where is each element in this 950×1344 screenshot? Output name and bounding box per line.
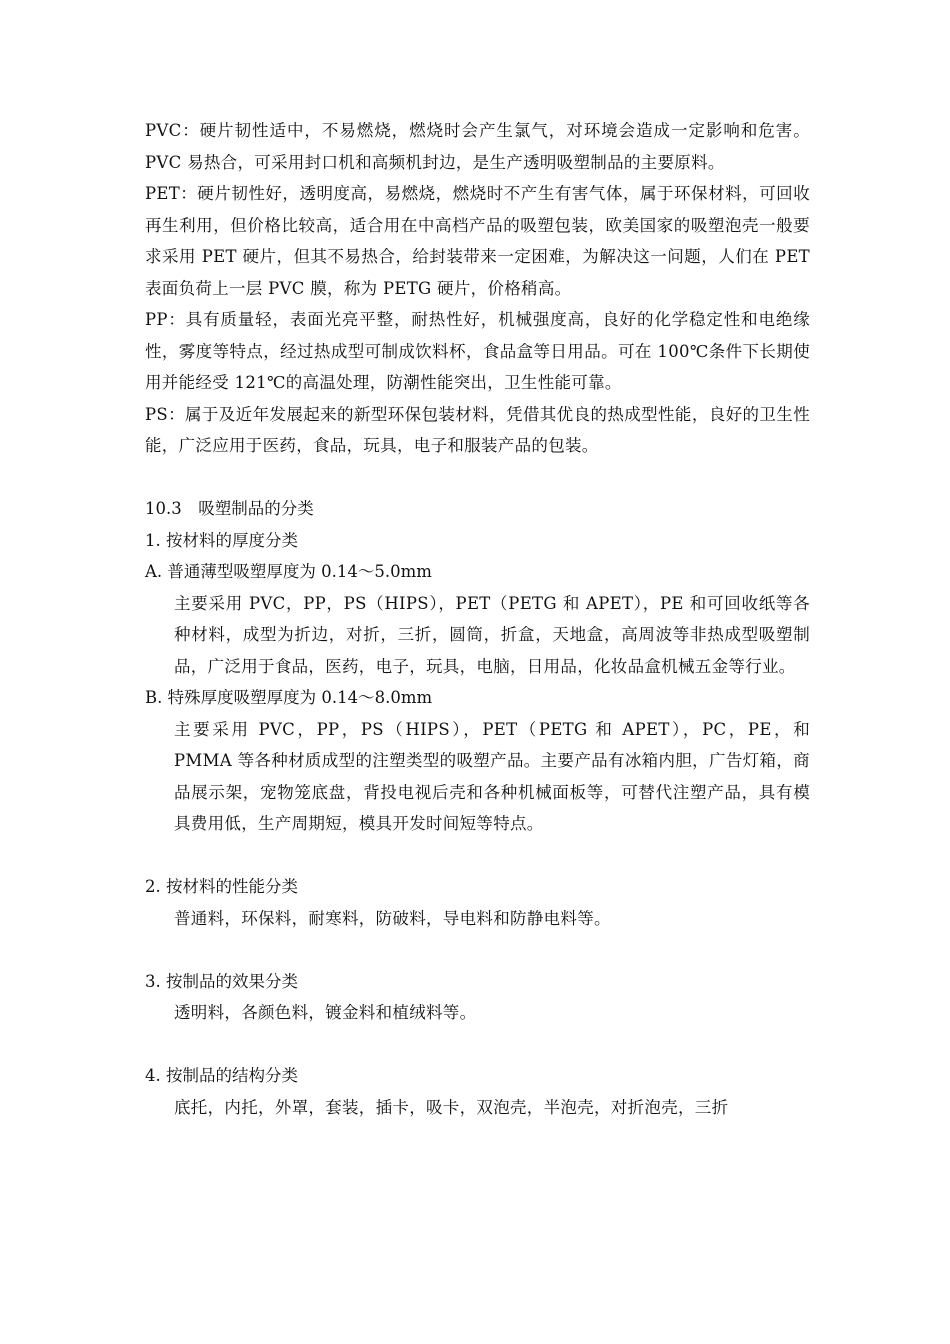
structure-body: 底托，内托，外罩，套装，插卡，吸卡，双泡壳，半泡壳，对折泡壳，三折 [174, 1097, 729, 1117]
ps-paragraph: PS：属于及近年发展起来的新型环保包装材料，凭借其优良的热成型性能，良好的卫生性能，广泛应用于医药，食品，玩具，电子和服装产品的包装。 [145, 404, 810, 455]
structure-heading: 4. 按制品的结构分类 [145, 1066, 298, 1085]
section-title: 10.3 吸塑制品的分类 [145, 499, 314, 518]
pet-paragraph: PET：硬片韧性好，透明度高，易燃烧，燃烧时不产生有害气体，属于环保材料，可回收再生利用，但价格比较高，适合用在中高档产品的吸塑包装，欧美国家的吸塑泡壳一般要求采用 PET 硬片，但其不易热合，给封装带来一定困难，为解决这一问题，人们在 PET 表面负荷上一层 PVC 膜，称为 PETG 硬片，价格稍高。 [145, 184, 810, 298]
effect-heading: 3. 按制品的效果分类 [145, 971, 298, 991]
thin-type-body: 主要采用 PVC，PP，PS（HIPS），PET（PETG 和 APET），PE 和可回收纸等各种材料，成型为折边，对折，三折，圆筒，折盒，天地盒，高周波等非热成型吸塑制品，广泛用于食品，医药，电子，玩具，电脑，日用品，化妆品盒机械五金等行业。 [174, 593, 810, 676]
pvc-paragraph: PVC：硬片韧性适中，不易燃烧，燃烧时会产生氯气，对环境会造成一定影响和危害。PVC 易热合，可采用封口机和高频机封边，是生产透明吸塑制品的主要原料。 [145, 121, 810, 172]
special-type-body: 主要采用 PVC，PP，PS（HIPS），PET（PETG 和 APET），PC，PE，和 PMMA 等各种材质成型的注塑类型的吸塑产品。主要产品有冰箱内胆，广告灯箱，商品展示架，宠物笼底盘，背投电视后壳和各种机械面板等，可替代注塑产品，具有模具费用低，生产周期短，模具开发时间短等特点。 [174, 719, 810, 833]
spacer [145, 934, 810, 966]
spacer [145, 840, 810, 872]
spacer [145, 462, 810, 494]
special-type-heading: B. 特殊厚度吸塑厚度为 0.14～8.0mm [145, 688, 433, 707]
thickness-heading: 1. 按材料的厚度分类 [145, 530, 298, 550]
effect-body: 透明料，各颜色料，镀金料和植绒料等。 [174, 1003, 477, 1022]
document-page [145, 115, 810, 1123]
thin-type-heading: A. 普通薄型吸塑厚度为 0.14～5.0mm [145, 562, 432, 581]
performance-heading: 2. 按材料的性能分类 [145, 877, 298, 896]
performance-body: 普通料，环保料，耐寒料，防破料，导电料和防静电料等。 [174, 908, 611, 928]
pp-paragraph: PP：具有质量轻，表面光亮平整，耐热性好，机械强度高，良好的化学稳定性和电绝缘性，雾度等特点，经过热成型可制成饮料杯，食品盒等日用品。可在 100℃条件下长期使用并能经受 121℃的高温处理，防潮性能突出，卫生性能可靠。 [145, 310, 810, 392]
spacer [145, 1029, 810, 1061]
